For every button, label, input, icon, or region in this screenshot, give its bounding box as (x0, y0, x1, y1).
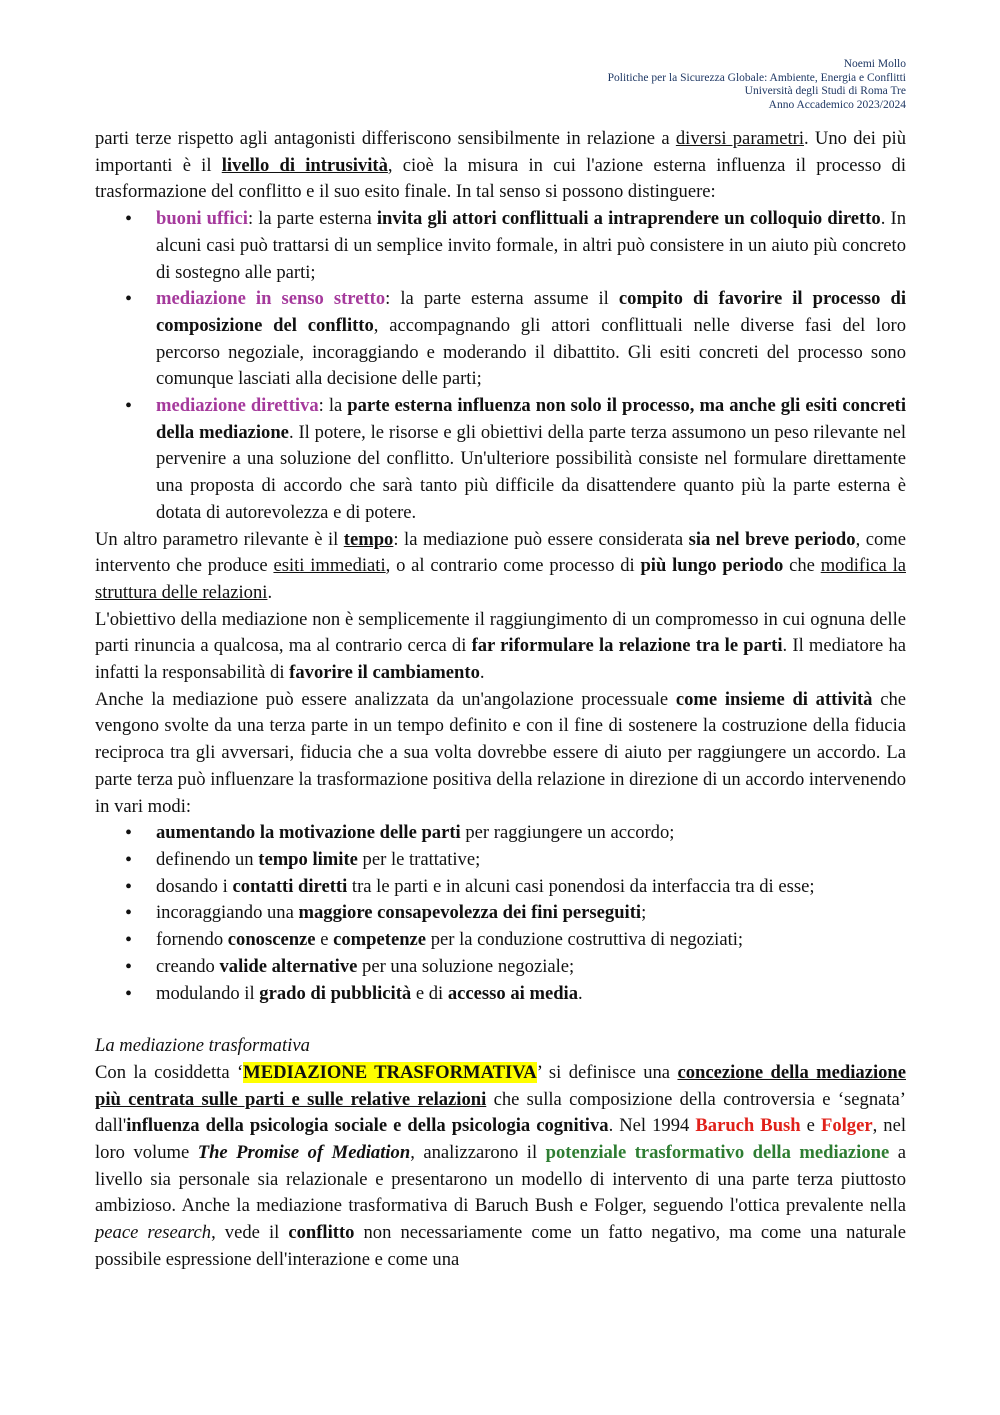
text: per le trattative; (357, 848, 481, 870)
text: non necessariamente come un fatto negativo, ma come una naturale possibile espressione dell'interazione e come una (95, 1222, 906, 1270)
text: . Nel 1994 (608, 1115, 696, 1137)
text: : la (318, 395, 348, 417)
header-academic-year: Anno Accademico 2023/2024 (768, 98, 906, 111)
text: tra le parti e in alcuni casi ponendosi da interfaccia tra di esse; (347, 875, 815, 897)
green-key-term: potenziale trasformativo della mediazione (545, 1142, 890, 1164)
list-item (95, 954, 906, 981)
text: e di (411, 982, 448, 1004)
page-header (608, 58, 906, 112)
text: , accompagnando gli attori conflittuali nelle diverse fasi del loro percorso negoziale, incoraggiando e moderando il dibattito. Gli esiti concreti del processo sono comunque lasciati alla decisione delle parti; (156, 314, 906, 390)
key-term: concezione della mediazione più centrata sulle parti e sulle relative relazioni (95, 1061, 907, 1110)
text: , analizzarono il (410, 1142, 546, 1164)
bold-text: tempo limite (258, 848, 358, 870)
text: creando (156, 955, 220, 977)
text: definendo un (156, 848, 259, 870)
bold-text: aumentando la motivazione delle parti (156, 822, 461, 844)
section-heading: La mediazione trasformativa (95, 1035, 310, 1057)
list-term: buoni uffici (156, 208, 248, 230)
text: , vede il (211, 1222, 289, 1244)
header-author: Noemi Mollo (843, 58, 906, 70)
text: . Il mediatore ha infatti la responsabilità di (95, 635, 907, 684)
text: , cioè la misura in cui l'azione esterna influenza il processo di trasformazione del conflitto e il suo esito finale. In tal senso si possono distinguere: (95, 154, 906, 203)
text: incoraggiando una (156, 902, 299, 924)
bold-text: competenze (333, 929, 427, 951)
header-university: Università degli Studi di Roma Tre (744, 85, 906, 98)
text: . (479, 662, 485, 684)
bold-text: conoscenze (227, 929, 316, 951)
text: , nel loro volume (95, 1115, 906, 1164)
list-item (95, 820, 906, 847)
list-term: mediazione direttiva (156, 395, 319, 417)
text: che vengono svolte da una terza parte in un tempo definito e con il fine di sostenere la costruzione della fiducia reciproca tra gli avversari, fiducia che a sua volta dovrebbe essere di aiuto per raggiungere un accordo. La parte terza può influenzare la trasformazione positiva della relazione in direzione di un accordo intervenendo in vari modi: (95, 688, 907, 817)
bold-text: contatti diretti (232, 875, 348, 897)
text: dosando i (156, 875, 233, 897)
text: e (800, 1115, 821, 1137)
text: parti terze rispetto agli antagonisti differiscono sensibilmente in relazione a (95, 128, 676, 149)
list-item (95, 286, 906, 393)
key-term: tempo (343, 528, 394, 550)
list-term: mediazione in senso stretto (156, 288, 386, 310)
text: per la conduzione costruttiva di negoziati; (426, 929, 744, 951)
underlined-text: esiti immediati (273, 555, 386, 577)
text: . (267, 581, 273, 603)
list-item (95, 900, 906, 927)
bold-text: come insieme di attività (675, 688, 873, 710)
paragraph-intro (95, 126, 906, 206)
underlined-text: diversi parametri (675, 128, 804, 149)
list-item (95, 927, 906, 954)
bold-text: favorire il cambiamento (289, 662, 480, 684)
book-title: The Promise of Mediation (197, 1142, 411, 1164)
text: modulando il (156, 982, 260, 1004)
text: per una soluzione negoziale; (357, 955, 575, 977)
text: che sulla composizione della controversia e ‘segnata’ dall' (95, 1088, 906, 1137)
text: e (315, 929, 334, 951)
list-item (95, 847, 906, 874)
bold-text: far riformulare la relazione tra le parti (471, 635, 783, 657)
list-item (95, 874, 906, 901)
text: a livello sia personale sia relazionale e presentarono un modello di intervento di una parte terza piuttosto ambizioso. Anche la mediazione trasformativa di Baruch Bush e Folger, seguendo l'ottica prevalente nella (95, 1142, 906, 1217)
intervention-modes-list (95, 820, 906, 1007)
bold-text: influenza della psicologia sociale e della psicologia cognitiva (126, 1115, 609, 1137)
paragraph-objective (95, 607, 906, 687)
document-body (95, 126, 906, 1274)
list-item (95, 206, 906, 286)
text: . Il potere, le risorse e gli obiettivi della parte terza assumono un peso rilevante nel pervenire a una soluzione del conflitto. Un'ulteriore possibilità consiste nel formulare direttamente una proposta di accordo che sarà tanto più difficile da disattendere quanto più la parte esterna è dotata di autorevolezza e di potere. (156, 421, 906, 523)
text: ’ si definisce una (536, 1061, 678, 1083)
paragraph-process (95, 687, 906, 821)
bold-text: parte esterna influenza non solo il processo, ma anche gli esiti concreti della mediazione (156, 395, 906, 443)
text: Un altro parametro rilevante è il (95, 528, 344, 550)
author-name: Folger (820, 1115, 873, 1137)
bold-text: sia nel breve periodo (688, 528, 856, 550)
text: Con la cosiddetta ‘ (95, 1061, 244, 1083)
text: : la mediazione può essere considerata (393, 528, 689, 550)
bold-text: invita gli attori conflittuali a intraprendere un colloquio diretto (376, 208, 881, 230)
bold-text: più lungo periodo (640, 555, 784, 577)
header-course: Politiche per la Sicurezza Globale: Ambiente, Energia e Conflitti (607, 71, 906, 84)
bold-text: grado di pubblicità (259, 982, 412, 1004)
key-term: livello di intrusività (221, 154, 388, 176)
text: , o al contrario come processo di (385, 555, 641, 577)
text: che (783, 555, 821, 577)
author-name: Baruch Bush (695, 1115, 801, 1137)
bold-text: accesso ai media (447, 982, 579, 1004)
text: . In alcuni casi può trattarsi di un semplice invito formale, in altri può consistere in un aiuto più concreto di sostegno alle parti; (156, 208, 906, 283)
text: ; (641, 902, 647, 924)
text: per raggiungere un accordo; (460, 822, 675, 844)
intrusiveness-list (95, 206, 906, 526)
text: : la parte esterna assume il (385, 288, 619, 310)
text: . Uno dei più importanti è il (95, 128, 906, 176)
text: , come intervento che produce (95, 528, 906, 577)
text: L'obiettivo della mediazione non è semplicemente il raggiungimento di un compromesso in cui ognuna delle parti rinuncia a qualcosa, ma al contrario cerca di (95, 608, 906, 657)
text: fornendo (156, 929, 228, 951)
paragraph-transformative (95, 1060, 906, 1274)
italic-text: peace research (95, 1222, 212, 1244)
bold-text: valide alternative (219, 955, 358, 977)
bold-text: maggiore consapevolezza dei fini perseguiti (298, 902, 642, 924)
highlighted-term: MEDIAZIONE TRASFORMATIVA (243, 1061, 537, 1083)
text: Anche la mediazione può essere analizzata da un'angolazione processuale (95, 688, 676, 710)
list-item (95, 981, 906, 1008)
bold-text: conflitto (288, 1222, 355, 1244)
text: . (578, 982, 583, 1004)
paragraph-time (95, 527, 906, 607)
spacer (95, 1007, 906, 1033)
list-item (95, 393, 906, 527)
text: : la parte esterna (247, 208, 377, 230)
underlined-text: modifica la struttura delle relazioni (95, 555, 906, 603)
bold-text: compito di favorire il processo di composizione del conflitto (156, 288, 906, 336)
